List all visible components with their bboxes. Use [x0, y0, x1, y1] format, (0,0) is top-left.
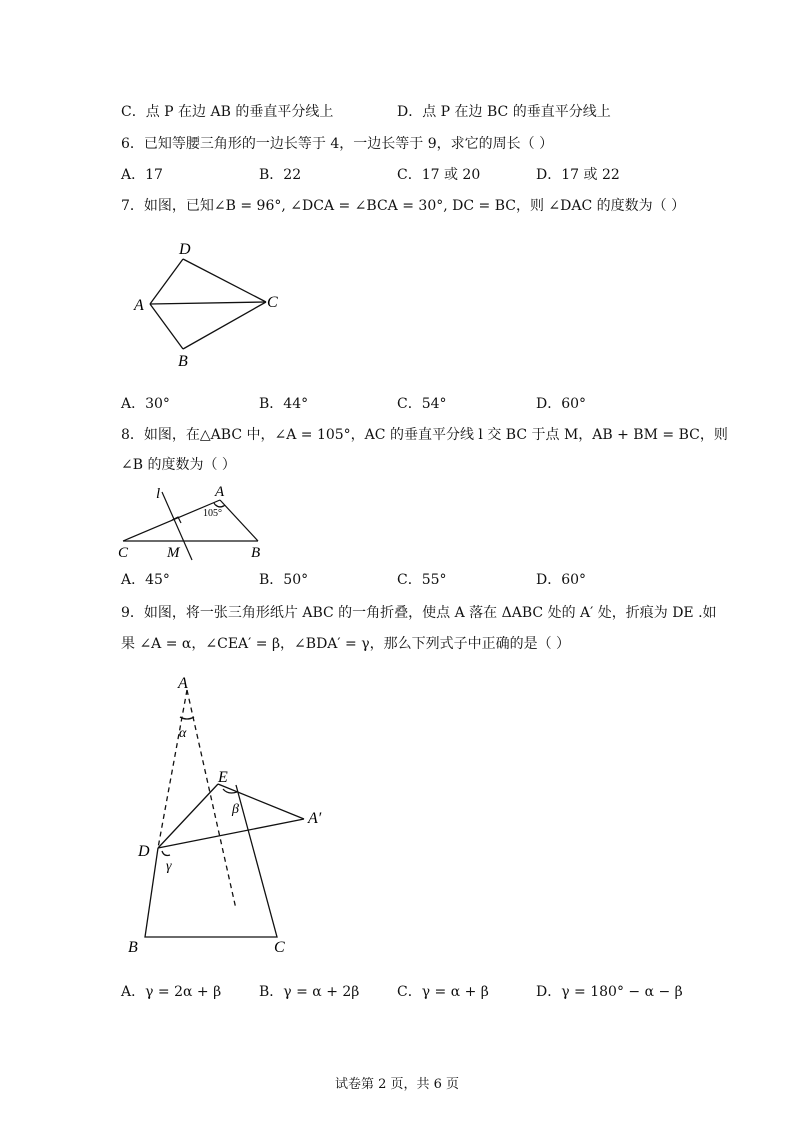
q9-option-a: A．γ = 2α + β: [121, 984, 222, 1000]
q9-label-a-prime: A′: [308, 810, 322, 827]
q6-stem: 6．已知等腰三角形的一边长等于 4，一边长等于 9，求它的周长（ ）: [121, 136, 554, 152]
q6-option-d: D．17 或 22: [536, 167, 620, 183]
q8-label-m: M: [167, 545, 180, 561]
q7-label-d: D: [179, 241, 191, 258]
q7-option-a: A．30°: [121, 396, 170, 412]
q8-option-c: C．55°: [397, 572, 447, 588]
q7-option-c: C．54°: [397, 396, 447, 412]
q9-label-a: A: [178, 675, 188, 692]
q6-option-c: C．17 或 20: [397, 167, 481, 183]
q9-label-c: C: [274, 939, 285, 956]
q9-label-d: D: [138, 843, 150, 860]
q6-option-b: B．22: [259, 167, 302, 183]
q7-diagonal-ac: [150, 302, 266, 304]
q9-option-c: C．γ = α + β: [397, 984, 489, 1000]
q8-figure: [115, 482, 275, 562]
q9-label-e: E: [218, 769, 228, 786]
q9-stem-line1: 9．如图，将一张三角形纸片 ABC 的一角折叠，使点 A 落在 ΔABC 处的 A′ 处，折痕为 DE .如: [121, 605, 717, 621]
q8-angle-label: 105°: [203, 508, 222, 519]
q7-label-c: C: [267, 294, 278, 311]
q8-option-d: D．60°: [536, 572, 587, 588]
q9-label-gamma: γ: [166, 859, 172, 874]
q6-option-a: A．17: [121, 167, 163, 183]
q8-label-l: l: [156, 486, 161, 502]
q8-side-ca: [123, 500, 220, 541]
q9-option-d: D．γ = 180° − α − β: [536, 984, 683, 1000]
q8-stem-line2: ∠B 的度数为（ ）: [121, 457, 236, 473]
q7-label-a: A: [134, 297, 144, 314]
q7-edge-bc: [183, 302, 266, 349]
q7-stem: 7．如图，已知∠B = 96°, ∠DCA = ∠BCA = 30°, DC = BC，则 ∠DAC 的度数为（ ）: [121, 198, 686, 214]
q5-option-d: D．点 P 在边 BC 的垂直平分线上: [397, 104, 611, 120]
q9-stem-line2: 果 ∠A = α，∠CEA′ = β，∠BDA′ = γ，那么下列式子中正确的是（ ）: [121, 636, 571, 652]
q7-figure: [125, 232, 295, 372]
q8-label-c: C: [118, 545, 129, 561]
q8-label-b: B: [251, 545, 261, 561]
q9-edge-da-prime: [158, 819, 304, 848]
q7-edge-ab: [150, 304, 183, 349]
q8-side-ab: [220, 500, 258, 541]
q7-edge-dc: [183, 259, 266, 302]
q9-label-alpha: α: [179, 726, 187, 741]
q8-angle-a-arc-inner: [216, 505, 223, 507]
q7-option-d: D．60°: [536, 396, 587, 412]
q9-dashed-ac: [187, 690, 236, 909]
q9-label-b: B: [128, 939, 138, 956]
q9-edge-ea-prime: [218, 784, 304, 819]
q7-option-b: B．44°: [259, 396, 309, 412]
q9-dashed-ad: [158, 690, 187, 848]
q8-stem-line1: 8．如图，在△ABC 中，∠A = 105°，AC 的垂直平分线 l 交 BC 于点 M，AB + BM = BC，则: [121, 427, 728, 443]
q7-label-b: B: [178, 353, 188, 370]
q7-edge-ad: [150, 259, 183, 304]
q9-figure: [120, 665, 340, 960]
q9-label-beta: β: [232, 802, 239, 817]
q9-option-b: B．γ = α + 2β: [259, 984, 360, 1000]
q8-option-b: B．50°: [259, 572, 309, 588]
q7-quadrilateral: [150, 259, 266, 349]
q9-gamma-arc: [162, 851, 170, 856]
q8-label-a: A: [215, 484, 225, 500]
q5-option-c: C．点 P 在边 AB 的垂直平分线上: [121, 104, 334, 120]
page-footer: 试卷第 2 页，共 6 页: [334, 1077, 460, 1092]
q8-option-a: A．45°: [121, 572, 170, 588]
